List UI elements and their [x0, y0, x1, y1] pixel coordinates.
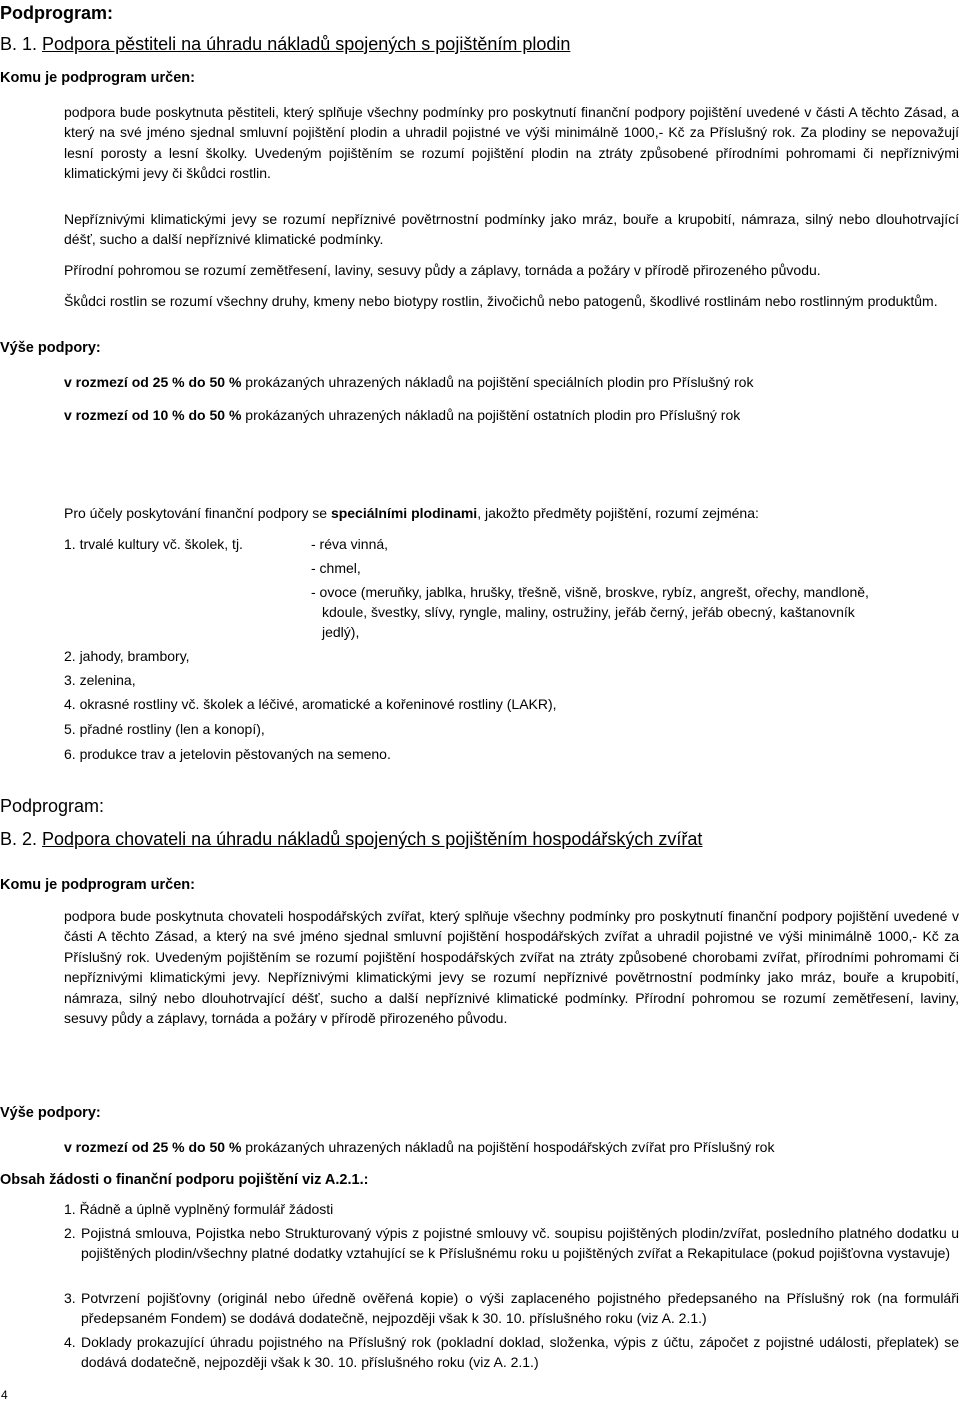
- vyse-line-b2: [64, 1137, 774, 1157]
- komu-text-part: podpora bude poskytnuta pěstiteli, který splňuje všechny podmínky pro poskytnutí finanční podpory pojištění uvedené v části A těchto Zásad, a který na své jméno sjednal smluvní pojištění plodin a uhradil pojistné ve výši minimálně 1000,- Kč za Příslušný rok. Za plodiny se nepovažují lesní porosty a lesní školky.: [64, 104, 959, 161]
- obsah-item: Doklady prokazující úhradu pojistného na Příslušný rok (pokladní doklad, složenka, výpis z účtu, zápočet z pojistné události, přeplatek) se dodává dodatečně, nejpozději však k 30. 10. příslušného roku (viz A. 2.1.): [81, 1334, 959, 1370]
- list-item: 3. zelenina,: [64, 672, 136, 688]
- vyse-line-1: [64, 372, 753, 392]
- sub-list-item: - ovoce (meruňky, jablka, hrušky, třešně, višně, broskve, rybíz, angrešt, ořechy, mandloně,: [311, 584, 869, 600]
- obsah-zadosti-label: [0, 1171, 368, 1189]
- komu-text-b2: podpora bude poskytnuta chovateli hospodářských zvířat, který splňuje všechny podmínky pro poskytnutí finanční podpory pojištění uvedené v části A těchto Zásad, a který na své jméno sjednal smluvní pojištění hospodářských zvířat a uhradil pojistné ve výši minimálně 1000,- Kč za Příslušný rok. Uvedeným pojištěním se rozumí pojištění hospodářských zvířat na ztráty způsobené chorobami zvířat, přírodními pohromami či nepříznivými klimatickými jevy. Nepříznivými klimatickými jevy se rozumí nepříznivé povětrnostní podmínky jako mráz, bouře a krupobití, námraza, silný nebo dlouhotrvající déšť, sucho a další nepříznivé klimatické podmínky. Přírodní pohromou se rozumí zemětřesení, laviny, sesuvy půdy a záplavy, tornáda a požáry v přírodě přirozeného původu.: [64, 908, 959, 1027]
- obsah-item-number: 2.: [64, 1225, 76, 1241]
- sub-list-item-cont: jedlý),: [322, 624, 360, 640]
- sub-list-item: - chmel,: [311, 560, 361, 576]
- komu-label-b2: Komu je podprogram určen:: [0, 877, 195, 893]
- komu-text-part: Uvedeným pojištěním se rozumí pojištění plodin na ztráty způsobené přírodními pohromami či nepříznivými klimatickými jevy či škůdci rostlin.: [64, 144, 959, 182]
- vyse-line-2: [64, 405, 740, 425]
- vyse-range: v rozmezí od 10 % do 50 %: [64, 407, 242, 423]
- vyse-desc: prokázaných uhrazených nákladů na pojištění speciálních plodin pro Příslušný rok: [241, 374, 754, 390]
- section-number: B. 1.: [0, 34, 43, 54]
- obsah-item-number: 3.: [64, 1290, 76, 1306]
- vyse-desc: prokázaných uhrazených nákladů na pojištění ostatních plodin pro Příslušný rok: [241, 407, 741, 423]
- list-item: 1. trvalé kultury vč. školek, tj.: [64, 536, 243, 552]
- vyse-label-b1: Výše podpory:: [0, 340, 101, 356]
- vyse-range: v rozmezí od 25 % do 50 %: [64, 374, 242, 390]
- page-number: 4: [1, 1388, 8, 1402]
- komu-text-b1: [64, 102, 959, 184]
- obsah-item: Pojistná smlouva, Pojistka nebo Strukturovaný výpis z pojistné smlouvy vč. soupisu pojištěných plodin/zvířat, posledního platného dodatku u pojištěných plodin/všechny platné dodatky vztahující se k Příslušnému roku u pojištěných zvířat a Rekapitulace (pokud pojišťovna vystavuje): [81, 1225, 959, 1261]
- obsah-ref: viz A.2.1.:: [298, 1172, 369, 1188]
- obsah-item: Potvrzení pojišťovny (originál nebo úředně ověřená kopie) o výši zaplaceného pojistného předepsaného na Příslušný rok (na formuláři předepsaném Fondem) se dodává dodatečně, nejpozději však k 30. 10. příslušného roku (viz A. 2.1.): [81, 1290, 959, 1326]
- list-item: 2. jahody, brambory,: [64, 648, 190, 664]
- ucely-bold: speciálními plodinami: [330, 505, 478, 521]
- podprogram-label-b1: Podprogram:: [0, 3, 114, 23]
- podprogram-label-b2: Podprogram:: [0, 796, 105, 816]
- list-item: 4. okrasné rostliny vč. školek a léčivé, aromatické a kořeninové rostliny (LAKR),: [64, 696, 557, 712]
- sub-list-item-cont: kdoule, švestky, slívy, ryngle, maliny, ostružiny, jeřáb černý, jeřáb obecný, kaštanovník: [322, 604, 855, 620]
- vyse-desc: prokázaných uhrazených nákladů na pojištění hospodářských zvířat pro Příslušný rok: [241, 1139, 775, 1155]
- ucely-post: , jakožto předměty pojištění, rozumí zejména:: [477, 505, 759, 521]
- section-heading-b2: [0, 828, 702, 850]
- sub-list-item: - réva vinná,: [311, 536, 389, 552]
- para-prirodni-pohroma: Přírodní pohromou se rozumí zemětřesení, laviny, sesuvy půdy a záplavy, tornáda a požáry v přírodě přirozeného původu.: [64, 262, 821, 278]
- obsah-item: 1. Řádně a úplně vyplněný formulář žádosti: [64, 1201, 334, 1217]
- list-item: 6. produkce trav a jetelovin pěstovaných na semeno.: [64, 746, 391, 762]
- section-title: Podpora pěstiteli na úhradu nákladů spojených s pojištěním plodin: [42, 34, 571, 54]
- para-nepriznive-jevy: Nepříznivými klimatickými jevy se rozumí nepříznivé povětrnostní podmínky jako mráz, bouře a krupobití, námraza, silný nebo dlouhotrvající déšť, sucho a další nepříznivé klimatické podmínky.: [64, 211, 959, 248]
- vyse-label-b2: Výše podpory:: [0, 1105, 101, 1121]
- section-title: Podpora chovateli na úhradu nákladů spojených s pojištěním hospodářských zvířat: [42, 829, 703, 849]
- section-heading-b1: [0, 33, 570, 55]
- para-skudci: Škůdci rostlin se rozumí všechny druhy, kmeny nebo biotypy rostlin, živočichů nebo patogenů, škodlivé rostlinám nebo rostlinným produktům.: [64, 293, 938, 309]
- obsah-item-number: 4.: [64, 1334, 76, 1350]
- vyse-range: v rozmezí od 25 % do 50 %: [64, 1139, 242, 1155]
- obsah-title: Obsah žádosti o finanční podporu pojištění: [0, 1172, 299, 1188]
- section-number: B. 2.: [0, 829, 43, 849]
- list-item: 5. přadné rostliny (len a konopí),: [64, 721, 265, 737]
- ucely-pre: Pro účely poskytování finanční podpory se: [64, 505, 331, 521]
- komu-label-b1: Komu je podprogram určen:: [0, 70, 195, 86]
- ucely-text: [64, 503, 759, 523]
